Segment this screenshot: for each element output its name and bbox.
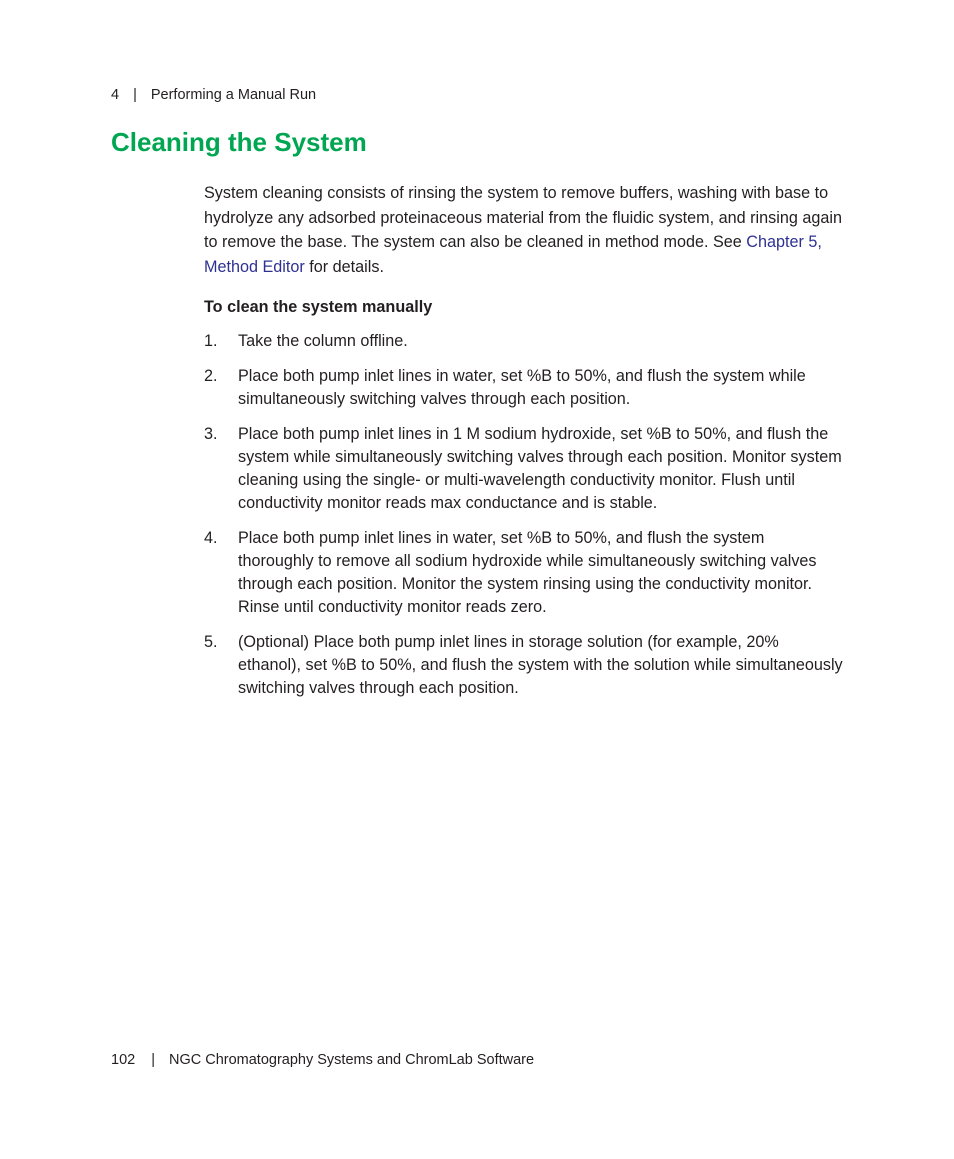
- intro-paragraph: [204, 181, 844, 279]
- step-text: Place both pump inlet lines in water, set %B to 50%, and flush the system thoroughly to remove all sodium hydroxide while simultaneously switching valves through each position. Monitor the system rinsing using the conductivity monitor. Rinse until conductivity monitor reads zero.: [238, 529, 817, 616]
- step-number: 5.: [204, 633, 218, 651]
- section-title: Cleaning the System: [111, 127, 367, 157]
- intro-text-end: for details.: [304, 257, 384, 276]
- step-text: Place both pump inlet lines in 1 M sodium hydroxide, set %B to 50%, and flush the system while simultaneously switching valves through each position. Monitor system cleaning using the single- or multi-wavelength conductivity monitor. Flush until conductivity monitor reads max conductance and is stable.: [238, 425, 842, 512]
- running-header: [111, 87, 316, 103]
- step-number: 3.: [204, 425, 218, 443]
- procedure-heading: To clean the system manually: [204, 298, 433, 316]
- step-text: Take the column offline.: [238, 332, 408, 350]
- procedure-step: [204, 631, 844, 700]
- header-separator: |: [133, 87, 137, 103]
- chapter-number: 4: [111, 87, 120, 103]
- procedure-step: [204, 330, 844, 353]
- step-number: 2.: [204, 367, 218, 385]
- step-text: (Optional) Place both pump inlet lines in storage solution (for example, 20% ethanol), set %B to 50%, and flush the system with the solution while simultaneously switching valves through each position.: [238, 633, 843, 697]
- footer-separator: |: [151, 1052, 155, 1068]
- chapter-cross-reference-link[interactable]: Chapter 5, Method Editor: [204, 233, 822, 276]
- procedure-steps: [204, 330, 844, 700]
- running-footer: [111, 1052, 534, 1068]
- book-title: NGC Chromatography Systems and ChromLab Software: [168, 1052, 535, 1068]
- intro-text: System cleaning consists of rinsing the system to remove buffers, washing with base to hydrolyze any adsorbed proteinaceous material from the fluidic system, and rinsing again to remove the base. The system can also be cleaned in method mode. See: [204, 184, 842, 251]
- chapter-title: Performing a Manual Run: [150, 87, 317, 103]
- step-text: Place both pump inlet lines in water, set %B to 50%, and flush the system while simultaneously switching valves through each position.: [238, 367, 806, 408]
- page-number: 102: [111, 1052, 136, 1068]
- step-number: 1.: [204, 332, 218, 350]
- step-number: 4.: [204, 529, 218, 547]
- section-content: [204, 181, 844, 712]
- procedure-step: [204, 527, 844, 619]
- procedure-step: [204, 423, 844, 515]
- procedure-step: [204, 365, 844, 411]
